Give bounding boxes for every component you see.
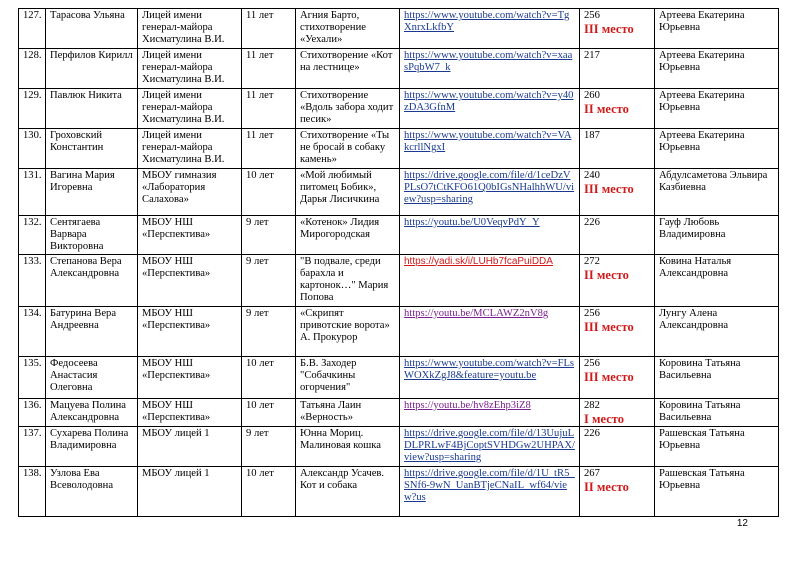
school-name: МБОУ лицей 1 <box>138 466 242 516</box>
school-name: МБОУ НШ «Перспектива» <box>138 216 242 255</box>
school-name: МБОУ НШ «Перспектива» <box>138 398 242 426</box>
place-label: I место <box>584 411 624 426</box>
participant-age: 9 лет <box>242 306 296 356</box>
score-cell <box>580 169 655 216</box>
video-link-cell <box>400 9 580 49</box>
performed-work: «Котенок» Лидия Мирогородская <box>296 216 400 255</box>
video-link-cell <box>400 129 580 169</box>
participant-name: Павлюк Никита <box>46 89 138 129</box>
table-row <box>19 466 779 516</box>
score-value: 187 <box>584 130 600 141</box>
place-label: III место <box>584 319 634 334</box>
school-name: МБОУ гимназия «Лаборатория Салахова» <box>138 169 242 216</box>
video-link-cell <box>400 466 580 516</box>
score-cell <box>580 216 655 255</box>
participant-name: Тарасова Ульяна <box>46 9 138 49</box>
video-link[interactable]: https://youtu.be/U0VeqvPdY_Y <box>404 217 540 228</box>
participant-name: Вагина Мария Игоревна <box>46 169 138 216</box>
teacher-name: Коровина Татьяна Васильевна <box>655 398 779 426</box>
score-cell <box>580 398 655 426</box>
video-link[interactable]: https://www.youtube.com/watch?v=y40zDA3GfnM <box>404 90 574 114</box>
performed-work: «Мой любимый питомец Бобик», Дарья Лисичкина <box>296 169 400 216</box>
participant-age: 9 лет <box>242 254 296 306</box>
teacher-name: Рашевская Татьяна Юрьевна <box>655 426 779 466</box>
performed-work: Стихотворение «Кот на лестнице» <box>296 49 400 89</box>
row-number: 136. <box>19 398 46 426</box>
school-name: Лицей имени генерал-майора Хисматулина В.И. <box>138 129 242 169</box>
table-row <box>19 9 779 49</box>
performed-work: Стихотворение «Ты не бросай в собаку камень» <box>296 129 400 169</box>
video-link[interactable]: https://drive.google.com/file/d/1ceDzVPLsO7tCtKFO61Q0bIGsNHalhhWU/view?usp=sharing <box>404 170 575 206</box>
score-value: 217 <box>584 50 600 61</box>
video-link[interactable]: https://www.youtube.com/watch?v=xaasPqbW7_k <box>404 50 573 74</box>
results-table <box>18 8 779 517</box>
table-row <box>19 169 779 216</box>
participant-age: 11 лет <box>242 49 296 89</box>
school-name: МБОУ НШ «Перспектива» <box>138 306 242 356</box>
participant-age: 9 лет <box>242 216 296 255</box>
row-number: 135. <box>19 356 46 398</box>
video-link[interactable]: https://drive.google.com/file/d/1U_tR5_SNf6-9wN_UanBTjeCNaIL_wf64/view?us <box>404 467 575 504</box>
participant-name: Гроховский Константин <box>46 129 138 169</box>
video-link-cell <box>400 216 580 255</box>
place-label: III место <box>584 182 634 197</box>
place-label: II место <box>584 102 629 117</box>
table-row <box>19 129 779 169</box>
table-row <box>19 398 779 426</box>
video-link[interactable]: https://youtu.be/hv8zEhp3iZ8 <box>404 399 531 411</box>
performed-work: «Скрипят привотские ворота» А. Прокурор <box>296 306 400 356</box>
score-value: 256 <box>584 10 600 21</box>
performed-work: Агния Барто, стихотворение «Уехали» <box>296 9 400 49</box>
video-link[interactable]: https://www.youtube.com/watch?v=TgXnrxLkfbY <box>404 10 570 34</box>
score-cell <box>580 9 655 49</box>
video-link[interactable]: https://www.youtube.com/watch?v=VAkcrllNgxI <box>404 130 572 154</box>
table-row <box>19 356 779 398</box>
table-row <box>19 49 779 89</box>
performed-work: Юнна Мориц. Малиновая кошка <box>296 426 400 466</box>
participant-name: Сухарева Полина Владимировна <box>46 426 138 466</box>
row-number: 128. <box>19 49 46 89</box>
score-value: 240 <box>584 170 600 181</box>
teacher-name: Рашевская Татьяна Юрьевна <box>655 466 779 516</box>
video-link[interactable]: https://yadi.sk/i/LUHb7fcaPuiDDA <box>404 255 553 267</box>
score-value: 226 <box>584 217 600 228</box>
teacher-name: Артеева Екатерина Юрьевна <box>655 9 779 49</box>
row-number: 130. <box>19 129 46 169</box>
table-row <box>19 89 779 129</box>
teacher-name: Абдулсаметова Эльвира Казбиевна <box>655 169 779 216</box>
participant-name: Сентягаева Варвара Викторовна <box>46 216 138 255</box>
table-row <box>19 254 779 306</box>
page-number: 12 <box>736 518 748 529</box>
row-number: 127. <box>19 9 46 49</box>
school-name: МБОУ НШ «Перспектива» <box>138 254 242 306</box>
participant-name: Узлова Ева Всеволодовна <box>46 466 138 516</box>
teacher-name: Ковина Наталья Александровна <box>655 254 779 306</box>
performed-work: Б.В. Заходер "Собачкины огорчения" <box>296 356 400 398</box>
table-row <box>19 306 779 356</box>
score-value: 282 <box>584 399 600 411</box>
participant-name: Федосеева Анастасия Олеговна <box>46 356 138 398</box>
score-cell <box>580 306 655 356</box>
score-cell <box>580 49 655 89</box>
score-cell <box>580 356 655 398</box>
performed-work: "В подвале, среди барахла и картонок…" Мария Попова <box>296 254 400 306</box>
participant-name: Батурина Вера Андреевна <box>46 306 138 356</box>
place-label: II место <box>584 480 629 495</box>
participant-age: 11 лет <box>242 9 296 49</box>
score-value: 256 <box>584 357 600 369</box>
participant-age: 10 лет <box>242 466 296 516</box>
participant-name: Степанова Вера Александровна <box>46 254 138 306</box>
score-value: 256 <box>584 307 600 319</box>
participant-age: 10 лет <box>242 356 296 398</box>
video-link-cell <box>400 89 580 129</box>
participant-age: 11 лет <box>242 129 296 169</box>
participant-name: Мацуева Полина Александровна <box>46 398 138 426</box>
score-value: 260 <box>584 90 600 101</box>
teacher-name: Артеева Екатерина Юрьевна <box>655 49 779 89</box>
teacher-name: Гауф Любовь Владимировна <box>655 216 779 255</box>
row-number: 129. <box>19 89 46 129</box>
score-cell <box>580 466 655 516</box>
video-link-cell <box>400 426 580 466</box>
row-number: 131. <box>19 169 46 216</box>
video-link-cell <box>400 356 580 398</box>
score-cell <box>580 89 655 129</box>
performed-work: Александр Усачев. Кот и собака <box>296 466 400 516</box>
score-value: 272 <box>584 255 600 267</box>
participant-age: 10 лет <box>242 398 296 426</box>
performed-work: Татьяна Лаин «Верность» <box>296 398 400 426</box>
performed-work: Стихотворение «Вдоль забора ходит песик» <box>296 89 400 129</box>
score-cell <box>580 254 655 306</box>
row-number: 133. <box>19 254 46 306</box>
table-row <box>19 216 779 255</box>
score-cell <box>580 129 655 169</box>
participant-age: 11 лет <box>242 89 296 129</box>
place-label: II место <box>584 267 629 282</box>
row-number: 138. <box>19 466 46 516</box>
score-value: 267 <box>584 467 600 479</box>
video-link-cell <box>400 398 580 426</box>
school-name: МБОУ НШ «Перспектива» <box>138 356 242 398</box>
row-number: 132. <box>19 216 46 255</box>
video-link-cell <box>400 169 580 216</box>
teacher-name: Артеева Екатерина Юрьевна <box>655 89 779 129</box>
participant-age: 10 лет <box>242 169 296 216</box>
school-name: Лицей имени генерал-майора Хисматулина В.И. <box>138 9 242 49</box>
school-name: Лицей имени генерал-майора Хисматулина В.И. <box>138 49 242 89</box>
participant-name: Перфилов Кирилл <box>46 49 138 89</box>
video-link[interactable]: https://youtu.be/MCLAWZ2nV8g <box>404 307 549 319</box>
video-link[interactable]: https://drive.google.com/file/d/13UujuLDLPRLwF4BjCoptSVHDGw2UHPAX/view?usp=sharing <box>404 427 575 464</box>
video-link-cell <box>400 306 580 356</box>
row-number: 137. <box>19 426 46 466</box>
video-link-cell <box>400 49 580 89</box>
school-name: Лицей имени генерал-майора Хисматулина В.И. <box>138 89 242 129</box>
score-value: 226 <box>584 427 600 439</box>
school-name: МБОУ лицей 1 <box>138 426 242 466</box>
teacher-name: Артеева Екатерина Юрьевна <box>655 129 779 169</box>
teacher-name: Лунгу Алена Александровна <box>655 306 779 356</box>
score-cell <box>580 426 655 466</box>
teacher-name: Коровина Татьяна Васильевна <box>655 356 779 398</box>
place-label: III место <box>584 22 634 37</box>
place-label: III место <box>584 369 634 384</box>
participant-age: 9 лет <box>242 426 296 466</box>
video-link-cell <box>400 254 580 306</box>
table-row <box>19 426 779 466</box>
row-number: 134. <box>19 306 46 356</box>
video-link[interactable]: https://www.youtube.com/watch?v=FLsWOXkZgJ8&feature=youtu.be <box>404 357 575 381</box>
